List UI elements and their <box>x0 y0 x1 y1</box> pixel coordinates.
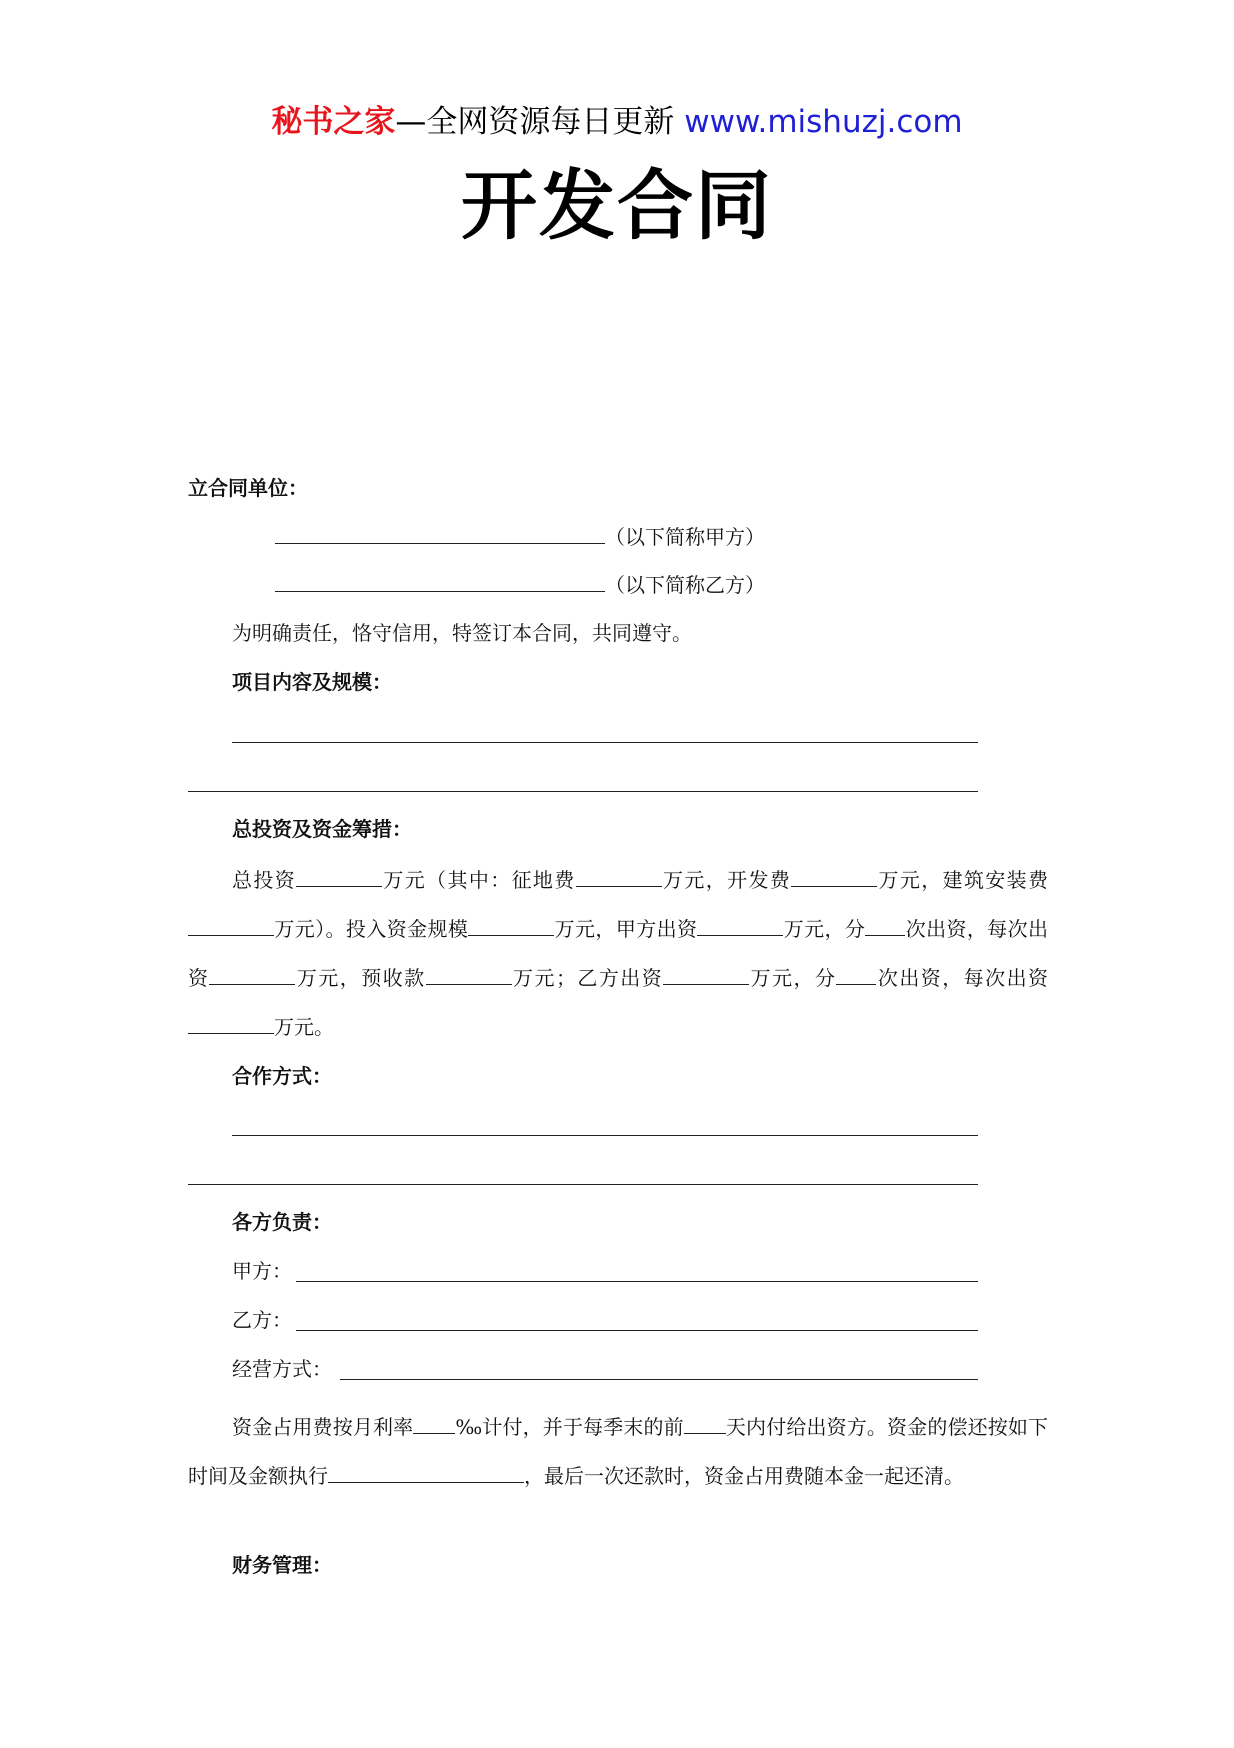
project-blank-line-1[interactable] <box>232 742 978 743</box>
party-b-responsibility-line[interactable] <box>296 1330 978 1331</box>
section-responsibilities-heading: 各方负责： <box>232 1210 332 1234</box>
party-a-contribution-blank[interactable] <box>697 915 783 936</box>
project-blank-line-2[interactable] <box>188 791 978 792</box>
brand-name: 秘书之家 <box>271 104 396 140</box>
repayment-schedule-blank[interactable] <box>328 1462 524 1483</box>
investment-text-2: 万元（其中：征地费 <box>382 868 576 892</box>
party-b-per-installment-blank[interactable] <box>188 1013 274 1034</box>
capital-paragraph <box>188 1403 1048 1501</box>
section-finance-heading: 财务管理： <box>232 1553 332 1577</box>
party-b-suffix: （以下简称乙方） <box>605 573 765 597</box>
page-title: 开发合同 <box>461 161 773 250</box>
operation-mode-label: 经营方式： <box>232 1357 332 1381</box>
section-investment-heading: 总投资及资金筹措： <box>232 817 412 841</box>
header-slogan: —全网资源每日更新 <box>395 104 675 140</box>
advance-payment-blank[interactable] <box>426 964 512 985</box>
investment-text-6: 万元，甲方出资 <box>554 917 698 941</box>
party-a-installments-blank[interactable] <box>865 915 905 936</box>
party-a-responsibility-label: 甲方： <box>232 1259 292 1283</box>
investment-paragraph <box>188 856 1048 1052</box>
party-b-installments-blank[interactable] <box>836 964 876 985</box>
party-a-suffix: （以下简称甲方） <box>605 525 765 549</box>
investment-text-10: 万元；乙方出资 <box>511 966 664 990</box>
preamble-text: 为明确责任，恪守信用，特签订本合同，共同遵守。 <box>232 621 692 645</box>
operation-mode-line[interactable] <box>340 1379 978 1380</box>
total-investment-blank[interactable] <box>296 866 382 887</box>
party-b-row <box>275 569 765 600</box>
investment-text-9: 万元，预收款 <box>295 966 426 990</box>
party-a-row <box>275 521 765 552</box>
capital-text-3: 天内付给出资方。资金的偿还按如下时间及金额执行 <box>188 1415 1049 1488</box>
investment-text-3: 万元，开发费 <box>661 868 792 892</box>
cooperation-blank-line-2[interactable] <box>188 1184 978 1185</box>
party-b-contribution-blank[interactable] <box>663 964 749 985</box>
capital-text-1: 资金占用费按月利率 <box>232 1415 414 1439</box>
party-a-per-installment-blank[interactable] <box>209 964 295 985</box>
land-fee-blank[interactable] <box>576 866 662 887</box>
payment-days-blank[interactable] <box>684 1413 726 1434</box>
site-header <box>0 100 1234 144</box>
fund-scale-blank[interactable] <box>468 915 554 936</box>
party-b-responsibility-label: 乙方： <box>232 1308 292 1332</box>
investment-text-13: 万元。 <box>274 1015 334 1039</box>
investment-text-5: 万元）。投入资金规模 <box>274 917 469 941</box>
section-project-heading: 项目内容及规模： <box>232 670 392 694</box>
investment-text-11: 万元，分 <box>749 966 837 990</box>
monthly-rate-blank[interactable] <box>413 1413 455 1434</box>
investment-text-7: 万元，分 <box>783 917 866 941</box>
construction-fee-blank[interactable] <box>188 915 274 936</box>
investment-text-4: 万元，建筑安装费 <box>877 868 1049 892</box>
capital-text-4: ，最后一次还款时，资金占用费随本金一起还清。 <box>524 1464 964 1488</box>
parties-heading: 立合同单位： <box>188 476 308 500</box>
investment-text-12: 次出资，每次出资 <box>876 966 1049 990</box>
party-b-blank[interactable] <box>275 569 605 592</box>
investment-text-8: 次出资，每次出资 <box>188 917 1049 990</box>
capital-text-2: ‰计付，并于每季末的前 <box>455 1415 684 1439</box>
investment-text-1: 总投资 <box>232 868 297 892</box>
party-a-blank[interactable] <box>275 521 605 544</box>
development-fee-blank[interactable] <box>791 866 877 887</box>
section-cooperation-heading: 合作方式： <box>232 1064 332 1088</box>
party-a-responsibility-line[interactable] <box>296 1281 978 1282</box>
site-url-link[interactable]: www.mishuzj.com <box>674 104 963 140</box>
cooperation-blank-line-1[interactable] <box>232 1135 978 1136</box>
